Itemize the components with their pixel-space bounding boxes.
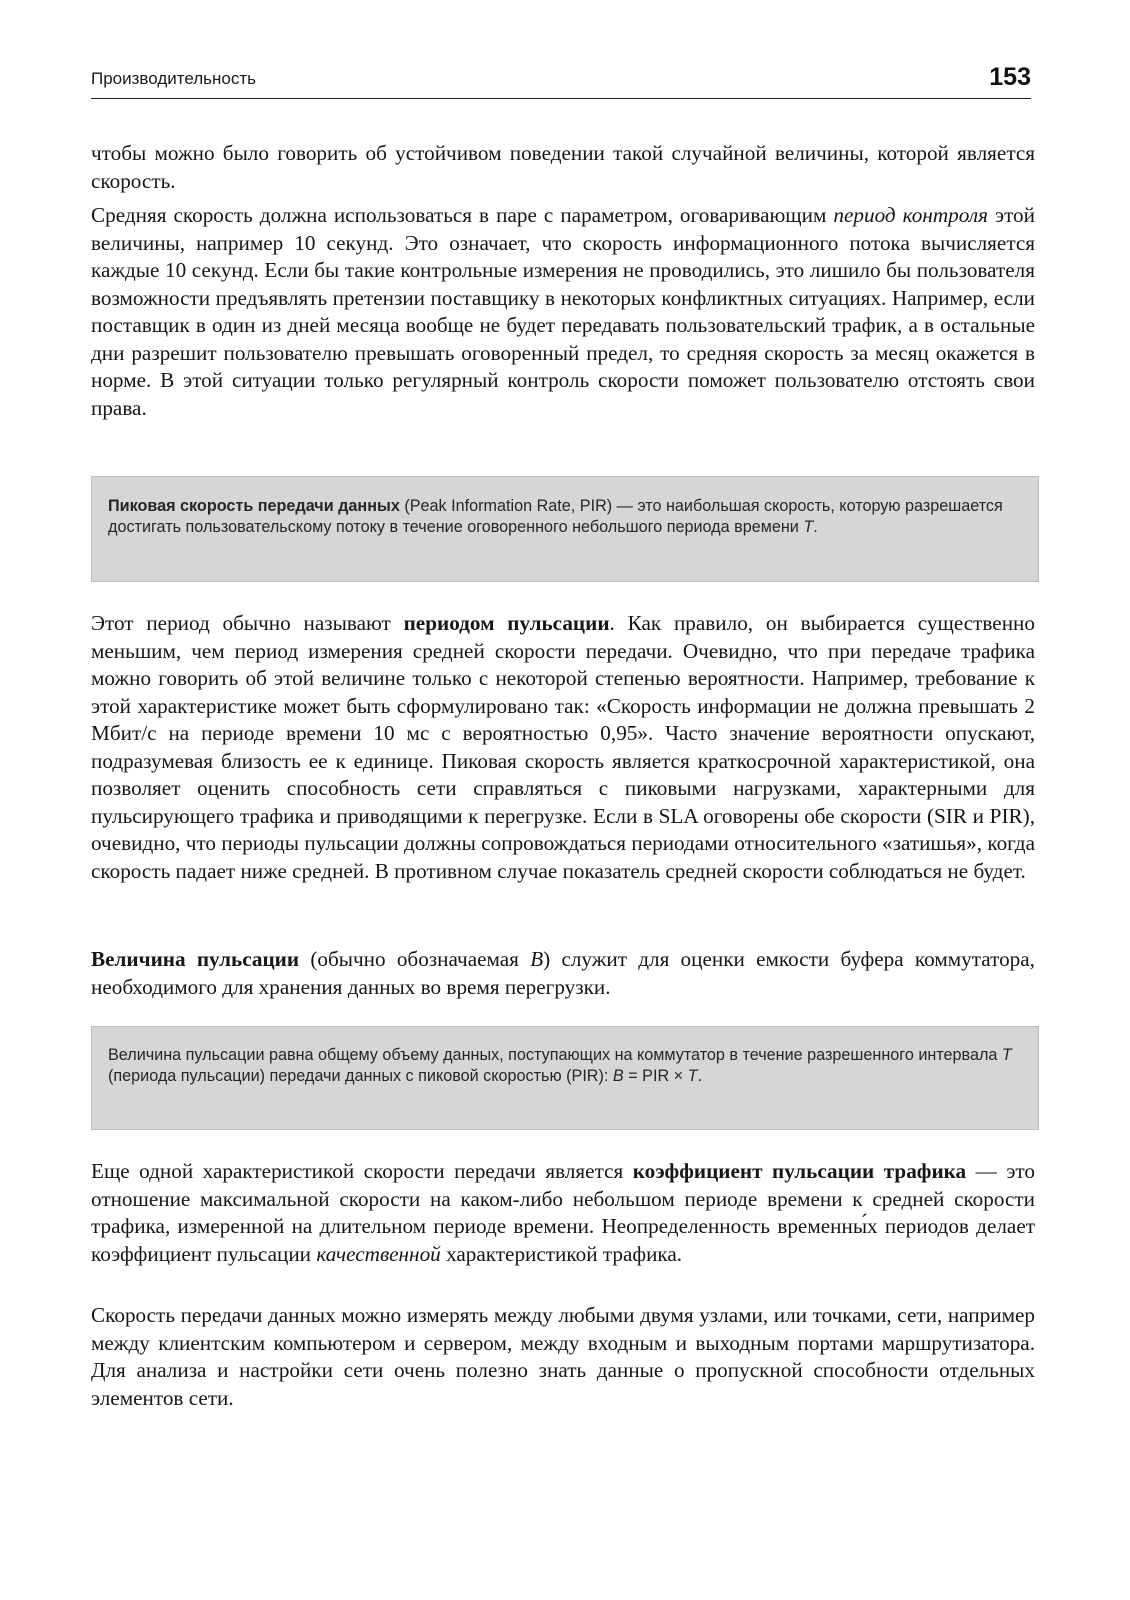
- var-t: T: [803, 517, 814, 536]
- paragraph-4: [91, 946, 1035, 1001]
- paragraph-2-text-rest: этой величины, например 10 секунд. Это означает, что скорость информационного потока вычисляется каждые 10 секунд. Если бы такие контрольные измерения не проводились, это лишило бы пользователя возможности предъявлять претензии поставщику в некоторых конфликтных ситуациях. Например, если поставщик в один из дней месяца вообще не будет передавать пользовательский трафик, а в остальные дни разрешит пользователю превышать оговоренный предел, то средняя скорость за месяц окажется в норме. В этой ситуации только регулярный контроль скорости поможет пользователю отстоять свои права.: [91, 203, 1035, 420]
- var-b: B: [530, 947, 544, 971]
- term-control-period: период контроля: [833, 203, 988, 227]
- var-b-formula: B: [612, 1066, 624, 1085]
- paragraph-5: [91, 1158, 1035, 1268]
- definition-callout-pir: [91, 476, 1039, 582]
- paragraph-3: [91, 610, 1035, 885]
- callout-burst-body-2: (периода пульсации) передачи данных с пиковой скоростью (PIR):: [108, 1066, 613, 1085]
- paragraph-5-text-rest: характеристикой трафика.: [440, 1241, 683, 1266]
- paragraph-6: Скорость передачи данных можно измерять между любыми двумя узлами, или точками, сети, например между клиентским компьютером и сервером, между входным и выходным портами маршрутизатора. Для анализа и настройки сети очень полезно знать данные о пропускной способности отдельных элементов сети.: [91, 1303, 1035, 1410]
- page-header: [91, 60, 1031, 99]
- running-title: Производительность: [91, 69, 257, 88]
- callout-burst-text: [108, 1045, 1020, 1086]
- paragraph-3-text-rest: . Как правило, он выбирается существенно меньшим, чем период измерения средней скорости передачи. Очевидно, что при передаче трафика можно говорить об этой величине только с некоторой степенью вероятности. Например, требование к этой характеристике может быть сформулировано так: «Скорость информации не должна превышать 2 Мбит/с на периоде времени 10 мс с вероятностью 0,95». Часто значение вероятности опускают, подразумевая близость ее к единице. Пиковая скорость является краткосрочной характеристикой, она позволяет оценить способность сети справляться с пиковыми нагрузками, характерными для пульсирующего трафика и приводящими к перегрузке. Если в SLA оговорены обе скорости (SIR и PIR), очевидно, что периоды пульсации должны сопровождаться периодами относительного «затишья», когда скорость падает ниже средней. В противном случае показатель средней скорости соблюдаться не будет.: [91, 611, 1035, 883]
- page-number: 153: [989, 63, 1031, 91]
- paragraph-2-text: Средняя скорость должна использоваться в паре с параметром, оговаривающим: [91, 203, 834, 227]
- callout-pir-text: [108, 496, 1020, 537]
- term-burst-period: периодом пульсации: [403, 611, 610, 635]
- paragraph-4-text: (обычно обозначаемая: [299, 947, 531, 971]
- callout-burst-end: .: [697, 1066, 702, 1085]
- term-burst-size: Величина пульсации: [91, 947, 300, 971]
- definition-callout-burst: [91, 1026, 1039, 1130]
- paragraph-1: чтобы можно было говорить об устойчивом поведении такой случайной величины, которой является скорость.: [91, 141, 1035, 193]
- var-t-1: T: [1001, 1046, 1012, 1064]
- paragraph-2: [91, 202, 1035, 422]
- callout-pir-end: .: [813, 517, 818, 536]
- callout-burst-formula: = PIR ×: [623, 1066, 688, 1085]
- term-burst-ratio: коэффициент пульсации трафика: [632, 1159, 967, 1183]
- paragraph-3-text: Этот период обычно называют: [91, 611, 404, 635]
- callout-burst-body: Величина пульсации равна общему объему данных, поступающих на коммутатор в течение разрешенного интервала: [108, 1046, 1002, 1064]
- var-t-2: T: [687, 1066, 698, 1085]
- callout-pir-body: (Peak Information Rate, PIR) — это наибольшая скорость, которую разрешается достигать пользовательскому потоку в течение оговоренного небольшого периода времени: [108, 497, 1003, 536]
- paragraph-5-text-mid: — это отношение максимальной скорости на каком-либо небольшом периоде времени к средней скорости трафика, измеренной на длительном периоде времени. Неопределенность временны́х периодов делает коэффициент пульсации: [91, 1159, 1035, 1266]
- paragraph-4-text-rest: ) служит для оценки емкости буфера коммутатора, необходимого для хранения данных во время перегрузки.: [91, 947, 1035, 999]
- paragraph-5-text: Еще одной характеристикой скорости передачи является: [91, 1159, 633, 1183]
- term-qualitative: качественной: [316, 1241, 441, 1266]
- term-pir: Пиковая скорость передачи данных: [108, 497, 400, 515]
